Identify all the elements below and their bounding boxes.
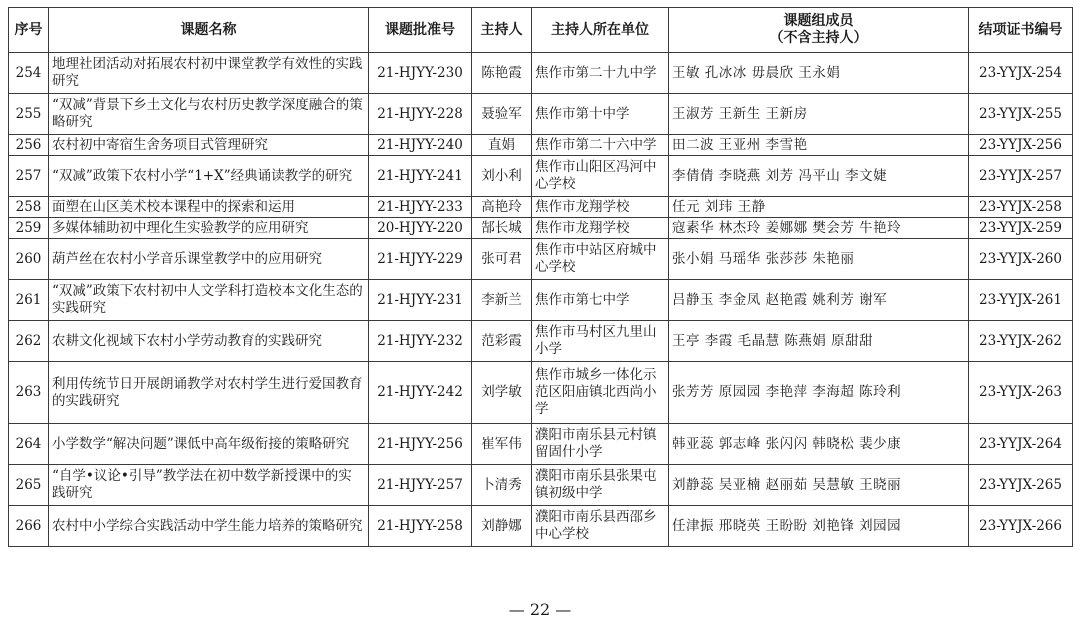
row-approval: 21-HJYY-256 [369,424,472,465]
project-table [8,7,1073,547]
row-host: 高艳玲 [472,197,532,218]
row-cert: 23-YYJX-257 [969,156,1073,197]
row-unit: 濮阳市南乐县西邵乡中心学校 [532,506,669,547]
row-members: 张芳芳 原园园 李艳萍 李海超 陈玲利 [669,362,969,424]
row-unit: 焦作市第二十九中学 [532,53,669,94]
row-seq: 259 [9,218,49,239]
row-cert: 23-YYJX-260 [969,239,1073,280]
row-seq: 263 [9,362,49,424]
row-title: “自学•议论•引导”教学法在初中数学新授课中的实践研究 [49,465,369,506]
row-title: 农村初中寄宿生舍务项目式管理研究 [49,135,369,156]
row-cert: 23-YYJX-266 [969,506,1073,547]
row-host: 范彩霞 [472,321,532,362]
row-title: “双减”背景下乡土文化与农村历史教学深度融合的策略研究 [49,94,369,135]
row-host: 直娟 [472,135,532,156]
table-row [9,156,1073,197]
row-host: 刘学敏 [472,362,532,424]
row-members: 王亭 李霞 毛晶慧 陈燕娟 原甜甜 [669,321,969,362]
table-row [9,218,1073,239]
row-title: 多媒体辅助初中理化生实验教学的应用研究 [49,218,369,239]
row-title: 葫芦丝在农村小学音乐课堂教学中的应用研究 [49,239,369,280]
row-title: 面塑在山区美术校本课程中的探索和运用 [49,197,369,218]
row-approval: 21-HJYY-228 [369,94,472,135]
row-title: 地理社团活动对拓展农村初中课堂教学有效性的实践研究 [49,53,369,94]
header-title: 课题名称 [49,8,369,53]
row-members: 王敏 孔冰冰 毋晨欣 王永娟 [669,53,969,94]
row-unit: 焦作市第二十六中学 [532,135,669,156]
header-host: 主持人 [472,8,532,53]
table-row [9,53,1073,94]
row-members: 张小娟 马瑶华 张莎莎 朱艳丽 [669,239,969,280]
row-seq: 257 [9,156,49,197]
table-row [9,280,1073,321]
row-seq: 254 [9,53,49,94]
row-members: 李倩倩 李晓燕 刘芳 冯平山 李文婕 [669,156,969,197]
row-unit: 濮阳市南乐县元村镇留固什小学 [532,424,669,465]
row-approval: 21-HJYY-241 [369,156,472,197]
row-members: 田二波 王亚州 李雪艳 [669,135,969,156]
row-members: 刘静蕊 吴亚楠 赵丽茹 吴慧敏 王晓丽 [669,465,969,506]
table-row [9,239,1073,280]
table-row [9,424,1073,465]
table-row [9,465,1073,506]
row-seq: 256 [9,135,49,156]
row-cert: 23-YYJX-254 [969,53,1073,94]
row-host: 刘静娜 [472,506,532,547]
row-host: 聂验军 [472,94,532,135]
row-title: “双减”政策下农村初中人文学科打造校本文化生态的实践研究 [49,280,369,321]
table-row [9,506,1073,547]
row-members: 寇素华 林杰玲 姜娜娜 樊会芳 牛艳玲 [669,218,969,239]
row-unit: 焦作市第十中学 [532,94,669,135]
row-unit: 焦作市龙翔学校 [532,218,669,239]
row-approval: 21-HJYY-231 [369,280,472,321]
table-row [9,362,1073,424]
row-seq: 266 [9,506,49,547]
row-cert: 23-YYJX-258 [969,197,1073,218]
row-seq: 262 [9,321,49,362]
header-cert: 结项证书编号 [969,8,1073,53]
row-approval: 21-HJYY-230 [369,53,472,94]
row-host: 崔军伟 [472,424,532,465]
header-seq: 序号 [9,8,49,53]
row-approval: 21-HJYY-233 [369,197,472,218]
row-members: 任元 刘玮 王静 [669,197,969,218]
header-members-label: 课题组成员 [783,13,854,29]
page-number: — 22 — [508,600,572,619]
header-unit: 主持人所在单位 [532,8,669,53]
row-host: 郜长城 [472,218,532,239]
row-seq: 260 [9,239,49,280]
row-approval: 21-HJYY-232 [369,321,472,362]
header-members [669,8,969,53]
table-row [9,135,1073,156]
row-host: 刘小利 [472,156,532,197]
row-unit: 焦作市马村区九里山小学 [532,321,669,362]
row-unit: 焦作市第七中学 [532,280,669,321]
row-cert: 23-YYJX-261 [969,280,1073,321]
row-seq: 255 [9,94,49,135]
table-row [9,197,1073,218]
row-seq: 261 [9,280,49,321]
row-seq: 264 [9,424,49,465]
row-title: 农耕文化视域下农村小学劳动教育的实践研究 [49,321,369,362]
row-approval: 21-HJYY-240 [369,135,472,156]
row-unit: 濮阳市南乐县张果屯镇初级中学 [532,465,669,506]
row-title: 农村中小学综合实践活动中学生能力培养的策略研究 [49,506,369,547]
row-approval: 21-HJYY-257 [369,465,472,506]
row-seq: 258 [9,197,49,218]
row-unit: 焦作市中站区府城中心学校 [532,239,669,280]
header-approval: 课题批准号 [369,8,472,53]
table-row [9,94,1073,135]
row-members: 任津振 邢晓英 王盼盼 刘艳锋 刘园园 [669,506,969,547]
row-members: 吕静玉 李金凤 赵艳霞 姚利芳 谢军 [669,280,969,321]
table-row [9,321,1073,362]
row-members: 韩亚蕊 郭志峰 张闪闪 韩晓松 裴少康 [669,424,969,465]
row-title: “双减”政策下农村小学“1+X”经典诵读教学的研究 [49,156,369,197]
row-cert: 23-YYJX-265 [969,465,1073,506]
row-seq: 265 [9,465,49,506]
row-cert: 23-YYJX-264 [969,424,1073,465]
row-approval: 21-HJYY-229 [369,239,472,280]
row-unit: 焦作市山阳区冯河中心学校 [532,156,669,197]
row-cert: 23-YYJX-256 [969,135,1073,156]
row-members: 王淑芳 王新生 王新房 [669,94,969,135]
row-unit: 焦作市龙翔学校 [532,197,669,218]
row-approval: 20-HJYY-220 [369,218,472,239]
row-unit: 焦作市城乡一体化示范区阳庙镇北西尚小学 [532,362,669,424]
row-cert: 23-YYJX-262 [969,321,1073,362]
row-cert: 23-YYJX-255 [969,94,1073,135]
row-host: 李新兰 [472,280,532,321]
row-title: 利用传统节日开展朗诵教学对农村学生进行爱国教育的实践研究 [49,362,369,424]
row-cert: 23-YYJX-259 [969,218,1073,239]
header-members-note: （不含主持人） [769,30,868,46]
row-host: 卜清秀 [472,465,532,506]
row-approval: 21-HJYY-258 [369,506,472,547]
row-title: 小学数学“解决问题”课低中高年级衔接的策略研究 [49,424,369,465]
row-host: 张可君 [472,239,532,280]
row-host: 陈艳霞 [472,53,532,94]
row-approval: 21-HJYY-242 [369,362,472,424]
header-row [9,8,1073,53]
row-cert: 23-YYJX-263 [969,362,1073,424]
